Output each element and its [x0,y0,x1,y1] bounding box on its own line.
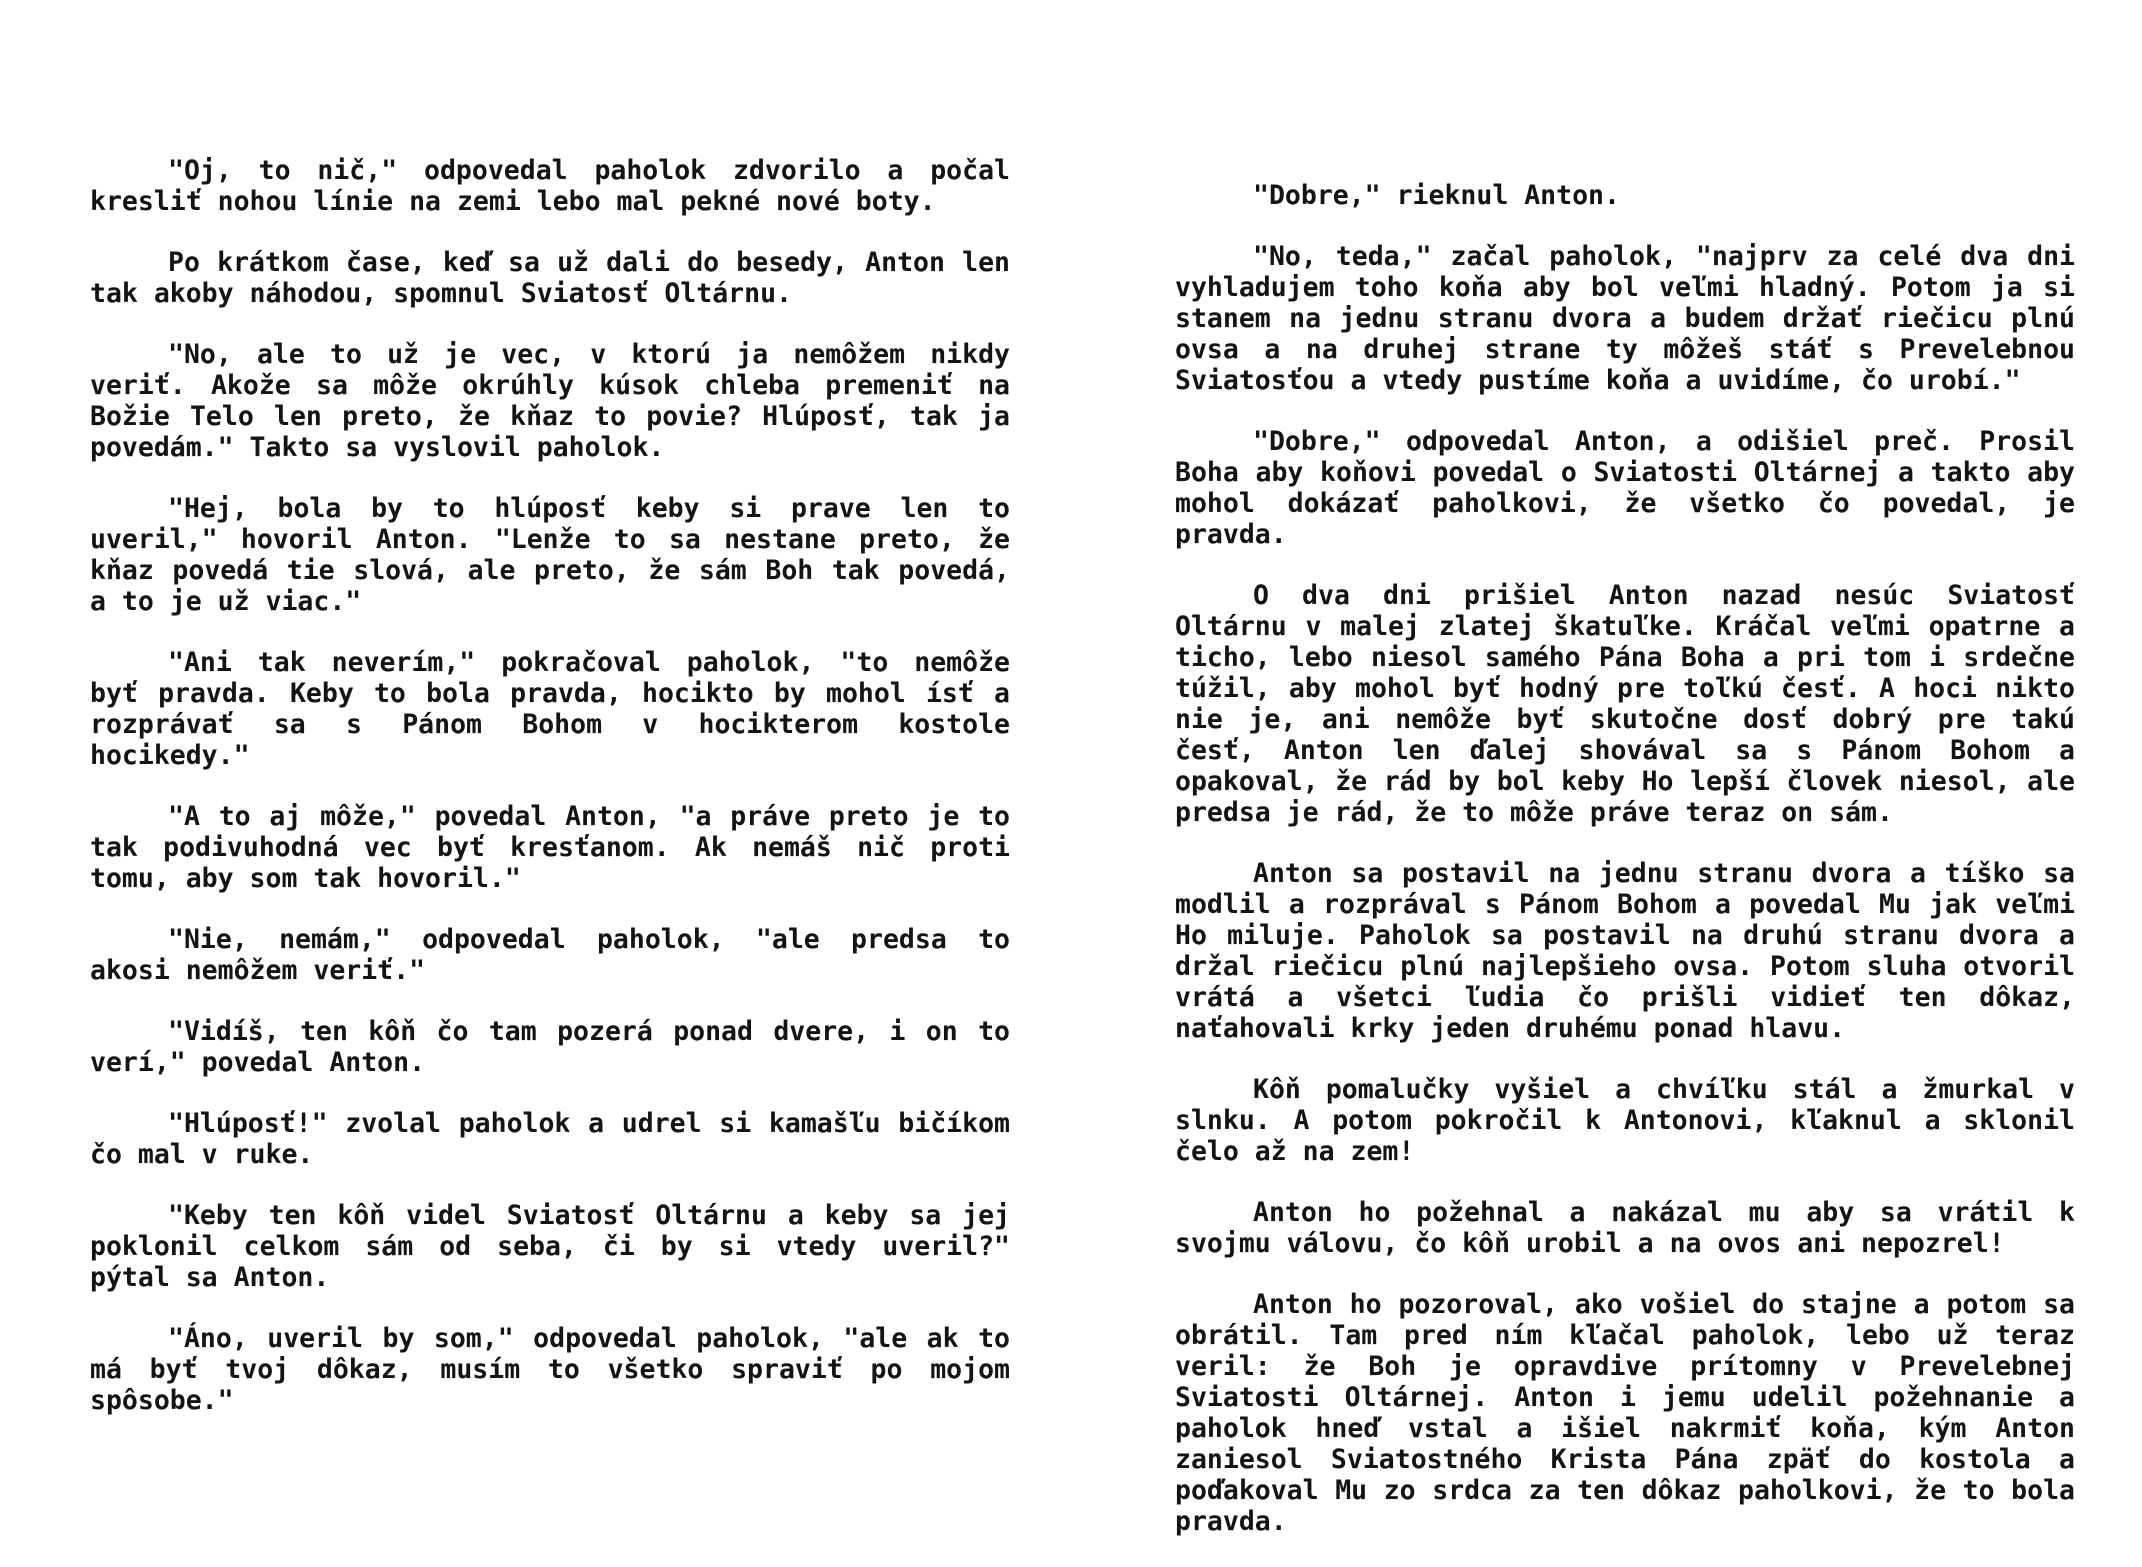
left-paragraph-2: Po krátkom čase, keď sa už dali do besedy, Anton len tak akoby náhodou, spomnul Sviatosť Oltárnu. [90,247,1010,309]
left-paragraph-6: "A to aj môže," povedal Anton, "a práve preto je to tak podivuhodná vec byť kresťanom. Ak nemáš nič proti tomu, aby som tak hovoril." [90,801,1010,894]
right-paragraph-2: "No, teda," začal paholok, "najprv za celé dva dni vyhladujem toho koňa aby bol veľmi hladný. Potom ja si stanem na jednu stranu dvora a budem držať riečicu plnú ovsa a na druhej strane ty môžeš stáť s Prevelebnou Sviatosťou a vtedy pustíme koňa a uvidíme, čo urobí." [1175,241,2075,396]
right-paragraph-1: "Dobre," rieknul Anton. [1253,180,1620,211]
left-paragraph-7: "Nie, nemám," odpovedal paholok, "ale predsa to akosi nemôžem veriť." [90,924,1010,986]
left-paragraph-9: "Hlúposť!" zvolal paholok a udrel si kamašľu bičíkom čo mal v ruke. [90,1108,1010,1170]
left-paragraph-8: "Vidíš, ten kôň čo tam pozerá ponad dvere, i on to verí," povedal Anton. [90,1016,1010,1078]
left-paragraph-5: "Ani tak neverím," pokračoval paholok, "to nemôže byť pravda. Keby to bola pravda, hocikto by mohol ísť a rozprávať sa s Pánom Bohom v hocikterom kostole hocikedy." [90,647,1010,771]
left-paragraph-11: "Áno, uveril by som," odpovedal paholok, "ale ak to má byť tvoj dôkaz, musím to všetko spraviť po mojom spôsobe." [90,1323,1010,1416]
left-page [90,155,1010,1446]
right-paragraph-5: Anton sa postavil na jednu stranu dvora a tíško sa modlil a rozprával s Pánom Bohom a povedal Mu jak veľmi Ho miluje. Paholok sa postavil na druhú stranu dvora a držal riečicu plnú najlepšieho ovsa. Potom sluha otvoril vrátá a všetci ľudia čo prišli vidieť ten dôkaz, naťahovali krky jeden druhému ponad hlavu. [1175,858,2075,1044]
left-paragraph-1: "Oj, to nič," odpovedal paholok zdvorilo a počal kresliť nohou línie na zemi lebo mal pekné nové boty. [90,155,1010,217]
right-paragraph-6: Kôň pomalučky vyšiel a chvíľku stál a žmurkal v slnku. A potom pokročil k Antonovi, kľaknul a sklonil čelo až na zem! [1175,1074,2075,1167]
left-paragraph-3: "No, ale to už je vec, v ktorú ja nemôžem nikdy veriť. Akože sa môže okrúhly kúsok chleba premeniť na Božie Telo len preto, že kňaz to povie? Hlúposť, tak ja povedám." Takto sa vyslovil paholok. [90,339,1010,463]
right-paragraph-4: O dva dni prišiel Anton nazad nesúc Sviatosť Oltárnu v malej zlatej škatuľke. Kráčal veľmi opatrne a ticho, lebo niesol samého Pána Boha a pri tom i srdečne túžil, aby mohol byť hodný pre toľkú česť. A hoci nikto nie je, ani nemôže byť skutočne dosť dobrý pre takú česť, Anton len ďalej shovával sa s Pánom Bohom a opakoval, že rád by bol keby Ho lepší človek niesol, ale predsa je rád, že to môže práve teraz on sám. [1175,580,2075,828]
right-paragraph-7: Anton ho požehnal a nakázal mu aby sa vrátil k svojmu válovu, čo kôň urobil a na ovos ani nepozrel! [1175,1197,2075,1259]
left-paragraph-10: "Keby ten kôň videl Sviatosť Oltárnu a keby sa jej poklonil celkom sám od seba, či by si vtedy uveril?" pýtal sa Anton. [90,1200,1010,1293]
right-paragraph-8: Anton ho pozoroval, ako vošiel do stajne a potom sa obrátil. Tam pred ním kľačal paholok, lebo už teraz veril: že Boh je opravdive prítomny v Prevelebnej Sviatosti Oltárnej. Anton i jemu udelil požehnanie a paholok hneď vstal a išiel nakrmiť koňa, kým Anton zaniesol Sviatostného Krista Pána zpäť do kostola a poďakoval Mu zo srdca za ten dôkaz paholkovi, že to bola pravda. [1175,1289,2075,1537]
right-page [1175,180,2075,1567]
left-paragraph-4: "Hej, bola by to hlúposť keby si prave len to uveril," hovoril Anton. "Lenže to sa nestane preto, že kňaz povedá tie slová, ale preto, že sám Boh tak povedá, a to je už viac." [90,493,1010,617]
right-paragraph-3: "Dobre," odpovedal Anton, a odišiel preč. Prosil Boha aby koňovi povedal o Sviatosti Oltárnej a takto aby mohol dokázať paholkovi, že všetko čo povedal, je pravda. [1175,426,2075,550]
